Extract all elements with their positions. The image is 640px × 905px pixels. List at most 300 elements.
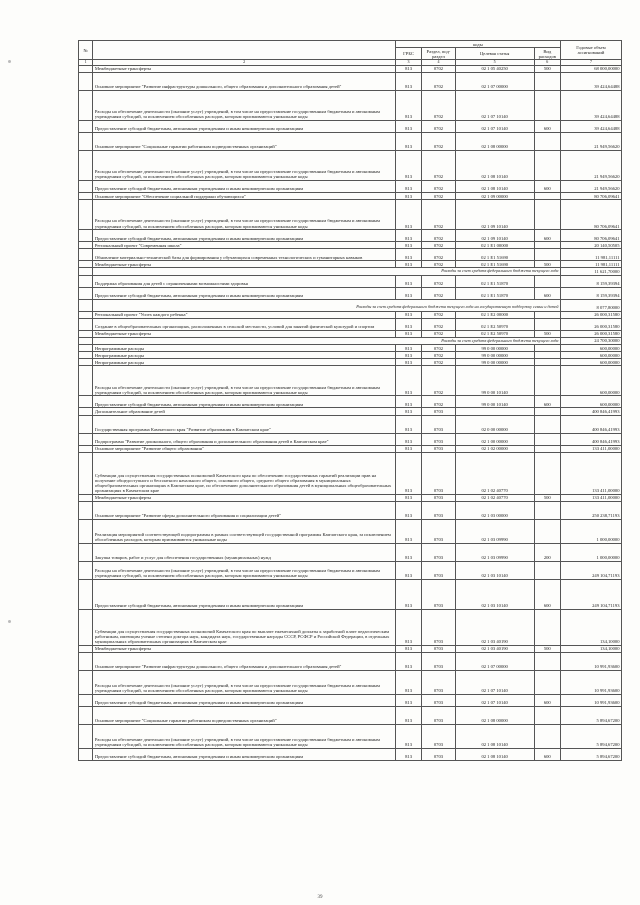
cell-grbs: 813 [395,645,421,652]
budget-rows [79,65,622,760]
cell-sum: 600,00000 [560,366,621,396]
cell-sum: 21 949,56620 [560,151,621,181]
cell-grbs: 813 [395,287,421,299]
table-row [79,725,622,749]
cell-target-article: 02 1 03 10140 [455,579,534,609]
cell-name: Основное мероприятие "Развитие инфраструктуры дошкольного, общего образования и дополнительного образования детей" [93,73,396,91]
cell-grbs: 813 [395,200,421,230]
cell-note: Расходы за счет средств федерального бюджета текущего года на государственную поддержку семьи и детей [93,299,561,311]
table-row [79,151,622,181]
cell-target-article: 02 1 03 00000 [455,501,534,519]
table-row [79,181,622,193]
cell-num [79,433,93,445]
table-row [79,749,622,761]
cell-grbs: 813 [395,609,421,645]
cell-expense-type [534,352,560,359]
table-row [79,133,622,151]
cell-expense-type: 600 [534,121,560,133]
table-row [79,609,622,645]
cell-name: Основное мероприятие "Развитие сферы дополнительного образования и социализации детей" [93,501,396,519]
col-index: 1 [79,60,93,65]
table-row [79,193,622,200]
cell-expense-type: 500 [534,645,560,652]
cell-sum: 600,00000 [560,345,621,352]
cell-grbs: 813 [395,359,421,366]
cell-razdel: 0703 [422,494,455,501]
cell-target-article: 02 1 07 10140 [455,671,534,695]
cell-target-article [455,408,534,415]
col-index: 3 [395,60,421,65]
cell-target-article: 02 1 02 00000 [455,445,534,452]
cell-target-article: 02 1 08 00000 [455,133,534,151]
cell-grbs: 813 [395,445,421,452]
cell-num [79,707,93,725]
cell-name: Региональный проект "Успех каждого ребенка" [93,311,396,318]
cell-razdel: 0702 [422,359,455,366]
table-row [79,91,622,121]
cell-razdel: 0702 [422,396,455,408]
cell-razdel: 0702 [422,287,455,299]
cell-grbs: 813 [395,561,421,579]
table-row [79,73,622,91]
header-row [79,41,622,48]
cell-razdel: 0702 [422,275,455,287]
table-row [79,275,622,287]
cell-target-article: 02 1 08 10140 [455,749,534,761]
cell-num [79,561,93,579]
cell-target-article: 99 0 00 10140 [455,366,534,396]
cell-target-article: 02 1 E1 00000 [455,242,534,249]
cell-razdel: 0703 [422,749,455,761]
cell-expense-type: 600 [534,695,560,707]
cell-sum: 11 981,11111 [560,249,621,261]
cell-grbs: 813 [395,671,421,695]
cell-num [79,359,93,366]
cell-target-article: 02 1 07 10140 [455,695,534,707]
cell-name: Непрограммные расходы [93,359,396,366]
table-row [79,408,622,415]
cell-num [79,133,93,151]
cell-sum: 26 000,31580 [560,311,621,318]
cell-name: Предоставление субсидий бюджетным, автономным учреждениям и иным некоммерческим организациям [93,579,396,609]
cell-name: Межбюджетные трансферты [93,645,396,652]
cell-num [79,121,93,133]
cell-grbs: 813 [395,318,421,330]
cell-name: Предоставление субсидий бюджетным, автономным учреждениям и иным некоммерческим организациям [93,749,396,761]
scan-hole-mark [8,620,11,623]
cell-expense-type: 600 [534,181,560,193]
cell-sum: 600,00000 [560,396,621,408]
cell-target-article: 02 1 02 40770 [455,494,534,501]
cell-expense-type: 600 [534,579,560,609]
cell-razdel: 0703 [422,445,455,452]
cell-razdel: 0703 [422,653,455,671]
col-index: 6 [534,60,560,65]
cell-expense-type: 500 [534,330,560,337]
cell-razdel: 0703 [422,645,455,652]
cell-name: Межбюджетные трансферты [93,494,396,501]
cell-name: Предоставление субсидий бюджетным, автономным учреждениям и иным некоммерческим организациям [93,287,396,299]
cell-name: Расходы на обеспечение деятельности (оказание услуг) учреждений, в том числе на предоставление государственным бюджетным и автономным учреждениям субсидий, за исключением обособленных расходов, которым присваиваются уникальные коды [93,151,396,181]
cell-name: Региональный проект "Современная школа" [93,242,396,249]
cell-num [79,609,93,645]
cell-num [79,193,93,200]
cell-sum: 39 424,64488 [560,121,621,133]
cell-razdel: 0703 [422,561,455,579]
cell-grbs: 813 [395,749,421,761]
cell-razdel: 0703 [422,543,455,561]
cell-num [79,268,93,275]
cell-name: Поддержка образования для детей с ограниченными возможностями здоровья [93,275,396,287]
table-row [79,261,622,268]
cell-expense-type [534,725,560,749]
cell-name: Дополнительное образование детей [93,408,396,415]
cell-razdel: 0703 [422,501,455,519]
cell-target-article: 02 1 03 10140 [455,561,534,579]
cell-razdel: 0703 [422,408,455,415]
cell-razdel: 0703 [422,725,455,749]
cell-expense-type [534,133,560,151]
table-row [79,415,622,433]
cell-target-article: 02 1 09 10140 [455,200,534,230]
cell-target-article: 02 1 E2 50970 [455,330,534,337]
cell-num [79,396,93,408]
cell-grbs: 813 [395,579,421,609]
cell-razdel: 0703 [422,695,455,707]
cell-grbs: 813 [395,345,421,352]
cell-expense-type [534,91,560,121]
cell-grbs: 813 [395,151,421,181]
cell-target-article: 02 1 E2 50970 [455,318,534,330]
cell-num [79,73,93,91]
cell-expense-type [534,408,560,415]
cell-name: Основное мероприятие "Социальные гарантии работникам подведомственных организаций" [93,133,396,151]
header-codes: коды [395,41,560,48]
cell-target-article: 02 1 07 10140 [455,121,534,133]
header-grbs: ГРБС [395,48,421,60]
cell-num [79,311,93,318]
cell-sum: 133 411,00000 [560,445,621,452]
cell-sum: 21 949,56620 [560,181,621,193]
cell-sum: 20 140,50505 [560,242,621,249]
cell-expense-type [534,433,560,445]
cell-razdel: 0702 [422,311,455,318]
cell-note: Расходы за счет средств федерального бюджета текущего года [93,337,561,344]
cell-sum: 400 846,41993 [560,408,621,415]
table-row [79,352,622,359]
cell-expense-type [534,415,560,433]
cell-razdel: 0702 [422,330,455,337]
budget-table [78,40,622,761]
table-row [79,318,622,330]
cell-num [79,749,93,761]
cell-grbs: 813 [395,181,421,193]
cell-grbs: 813 [395,707,421,725]
cell-name: Непрограммные расходы [93,352,396,359]
cell-num [79,352,93,359]
cell-grbs: 813 [395,121,421,133]
cell-sum: 8 159,39394 [560,287,621,299]
table-row [79,330,622,337]
cell-note: Расходы за счет средств федерального бюджета текущего года [93,268,561,275]
table-note-row [79,337,622,344]
cell-sum: 80 706,09641 [560,193,621,200]
cell-expense-type [534,151,560,181]
cell-sum: 1 000,00000 [560,543,621,561]
cell-num [79,249,93,261]
cell-target-article: 02 1 08 10140 [455,151,534,181]
table-row [79,695,622,707]
cell-num [79,494,93,501]
cell-num [79,151,93,181]
cell-grbs: 813 [395,249,421,261]
cell-num [79,501,93,519]
cell-razdel: 0703 [422,433,455,445]
cell-expense-type [534,200,560,230]
col-index: 7 [560,60,621,65]
cell-sum: 134,10000 [560,645,621,652]
table-row [79,345,622,352]
table-row [79,653,622,671]
cell-name: Межбюджетные трансферты [93,330,396,337]
table-row [79,65,622,72]
cell-expense-type [534,609,560,645]
cell-target-article: 02 1 02 40770 [455,452,534,494]
cell-target-article: 02 1 E1 51870 [455,275,534,287]
cell-name: Предоставление субсидий бюджетным, автономным учреждениям и иным некоммерческим организациям [93,181,396,193]
cell-name: Основное мероприятие "Обеспечение социальной поддержки обучающихся" [93,193,396,200]
cell-sum: 24 700,30000 [560,337,621,344]
table-row [79,200,622,230]
table-row [79,311,622,318]
cell-sum: 39 424,64488 [560,73,621,91]
cell-sum: 5 894,67200 [560,749,621,761]
cell-name: Субвенции для осуществления государственных полномочий Камчатского края по выплате ежемесячной доплаты к заработной плате педагогическим работникам, имеющим ученые степени доктора наук, кандидата наук, государственные награды СССР, РСФСР и Российской Федерации, в отдельных муниципальных образовательных организациях в Камчатском крае [93,609,396,645]
cell-target-article: 02 1 E1 51690 [455,249,534,261]
cell-num [79,645,93,652]
cell-target-article: 99 0 00 10140 [455,396,534,408]
cell-sum: 133 411,00000 [560,452,621,494]
cell-num [79,671,93,695]
cell-name: Подпрограмма "Развитие дошкольного, общего образования и дополнительного образования детей в Камчатском крае" [93,433,396,445]
cell-num [79,452,93,494]
cell-num [79,242,93,249]
cell-name: Основное мероприятие "Социальные гарантии работникам подведомственных организаций" [93,707,396,725]
cell-sum: 1 000,00000 [560,519,621,543]
cell-sum: 5 894,67200 [560,707,621,725]
cell-razdel: 0702 [422,230,455,242]
cell-expense-type: 200 [534,543,560,561]
table-row [79,287,622,299]
cell-grbs: 813 [395,73,421,91]
cell-razdel: 0702 [422,242,455,249]
table-row [79,543,622,561]
cell-expense-type [534,707,560,725]
cell-razdel: 0703 [422,671,455,695]
cell-name: Предоставление субсидий бюджетным, автономным учреждениям и иным некоммерческим организациям [93,230,396,242]
table-row [79,579,622,609]
cell-razdel: 0702 [422,65,455,72]
cell-num [79,230,93,242]
cell-grbs: 813 [395,261,421,268]
cell-expense-type [534,452,560,494]
cell-name: Реализация мероприятий соответствующей подпрограммы в рамках соответствующей государственной программы Камчатского края, за исключением обособленных расходов, которым присваиваются уникальные коды [93,519,396,543]
cell-sum: 10 991,93600 [560,653,621,671]
cell-expense-type: 500 [534,261,560,268]
header-sum: Годовые объем ассигнований [560,41,621,60]
cell-expense-type: 600 [534,287,560,299]
table-row [79,494,622,501]
cell-razdel: 0703 [422,519,455,543]
cell-sum: 249 104,71193 [560,561,621,579]
scan-hole-mark [8,60,11,63]
cell-sum: 600,00000 [560,359,621,366]
cell-razdel: 0703 [422,609,455,645]
cell-grbs: 813 [395,695,421,707]
cell-grbs: 813 [395,653,421,671]
cell-target-article: 02 1 03 09990 [455,519,534,543]
cell-num [79,299,93,311]
cell-sum: 26 000,31580 [560,330,621,337]
cell-name: Закупка товаров, работ и услуг для обеспечения государственных (муниципальных) нужд [93,543,396,561]
cell-expense-type: 500 [534,65,560,72]
cell-sum: 11 981,11111 [560,261,621,268]
table-row [79,519,622,543]
cell-sum: 400 846,41993 [560,433,621,445]
cell-expense-type [534,73,560,91]
cell-expense-type [534,561,560,579]
header-cs: Целевая статья [455,48,534,60]
cell-razdel: 0702 [422,249,455,261]
cell-sum: 250 238,71193 [560,501,621,519]
cell-razdel: 0703 [422,707,455,725]
table-row [79,501,622,519]
cell-expense-type: 600 [534,749,560,761]
cell-name: Основное мероприятие "Развитие инфраструктуры дошкольного, общего образования и дополнительного образования детей" [93,653,396,671]
table-row [79,121,622,133]
cell-num [79,337,93,344]
table-row [79,359,622,366]
cell-razdel: 0702 [422,345,455,352]
cell-num [79,366,93,396]
cell-target-article: 02 1 07 10140 [455,91,534,121]
table-row [79,396,622,408]
cell-num [79,345,93,352]
cell-name: Обновление материально-технической базы для формирования у обучающихся современных технологических и гуманитарных навыков [93,249,396,261]
cell-sum: 134,10000 [560,609,621,645]
cell-razdel: 0702 [422,181,455,193]
cell-grbs: 813 [395,193,421,200]
table-row [79,707,622,725]
cell-num [79,261,93,268]
cell-grbs: 813 [395,396,421,408]
cell-grbs: 813 [395,501,421,519]
cell-grbs: 813 [395,65,421,72]
cell-sum: 8 077,80000 [560,299,621,311]
cell-num [79,653,93,671]
cell-name: Межбюджетные трансферты [93,261,396,268]
cell-target-article: 02 1 E2 00000 [455,311,534,318]
cell-razdel: 0702 [422,91,455,121]
table-row [79,645,622,652]
cell-grbs: 813 [395,452,421,494]
cell-expense-type [534,242,560,249]
cell-num [79,91,93,121]
cell-expense-type: 600 [534,396,560,408]
cell-razdel: 0702 [422,133,455,151]
cell-razdel: 0703 [422,415,455,433]
table-row [79,366,622,396]
cell-sum: 10 991,93600 [560,695,621,707]
cell-target-article: 02 1 E1 51870 [455,287,534,299]
cell-grbs: 813 [395,725,421,749]
cell-grbs: 813 [395,330,421,337]
cell-sum: 400 846,41993 [560,415,621,433]
page-number: 39 [317,895,323,900]
table-note-row [79,268,622,275]
cell-name: Расходы на обеспечение деятельности (оказание услуг) учреждений, в том числе на предоставление государственным бюджетным и автономным учреждениям субсидий, за исключением обособленных расходов, которым присваиваются уникальные коды [93,671,396,695]
cell-target-article: 02 1 00 00000 [455,433,534,445]
cell-razdel: 0702 [422,261,455,268]
cell-sum: 21 949,56620 [560,133,621,151]
cell-sum: 80 706,09641 [560,230,621,242]
cell-razdel: 0702 [422,73,455,91]
cell-name: Расходы на обеспечение деятельности (оказание услуг) учреждений, в том числе на предоставление государственным бюджетным и автономным учреждениям субсидий, за исключением обособленных расходов, которым присваиваются уникальные коды [93,561,396,579]
cell-razdel: 0702 [422,318,455,330]
cell-grbs: 813 [395,352,421,359]
header-num: № [79,41,93,60]
cell-grbs: 813 [395,133,421,151]
cell-target-article: 02 1 07 00000 [455,653,534,671]
cell-num [79,330,93,337]
table-row [79,671,622,695]
cell-num [79,579,93,609]
cell-name: Государственная программа Камчатского края "Развитие образования в Камчатском крае" [93,415,396,433]
cell-sum: 133 411,00000 [560,494,621,501]
col-index: 5 [455,60,534,65]
cell-num [79,181,93,193]
cell-grbs: 813 [395,415,421,433]
cell-razdel: 0703 [422,452,455,494]
cell-name: Непрограммные расходы [93,345,396,352]
cell-razdel: 0702 [422,121,455,133]
cell-expense-type [534,275,560,287]
cell-expense-type [534,653,560,671]
cell-name: Предоставление субсидий бюджетным, автономным учреждениям и иным некоммерческим организациям [93,121,396,133]
table-row [79,561,622,579]
cell-target-article: 02 1 08 10140 [455,181,534,193]
cell-num [79,287,93,299]
cell-razdel: 0702 [422,352,455,359]
cell-target-article: 99 0 00 00000 [455,352,534,359]
col-index: 4 [422,60,455,65]
cell-num [79,543,93,561]
cell-target-article: 02 1 03 40190 [455,645,534,652]
cell-grbs: 813 [395,311,421,318]
cell-grbs: 813 [395,408,421,415]
table-note-row [79,299,622,311]
cell-num [79,445,93,452]
cell-target-article: 02 1 09 10140 [455,230,534,242]
cell-grbs: 813 [395,366,421,396]
cell-target-article: 02 1 05 40250 [455,65,534,72]
cell-expense-type [534,519,560,543]
cell-grbs: 813 [395,275,421,287]
cell-expense-type [534,366,560,396]
cell-grbs: 813 [395,494,421,501]
table-row [79,242,622,249]
table-row [79,433,622,445]
